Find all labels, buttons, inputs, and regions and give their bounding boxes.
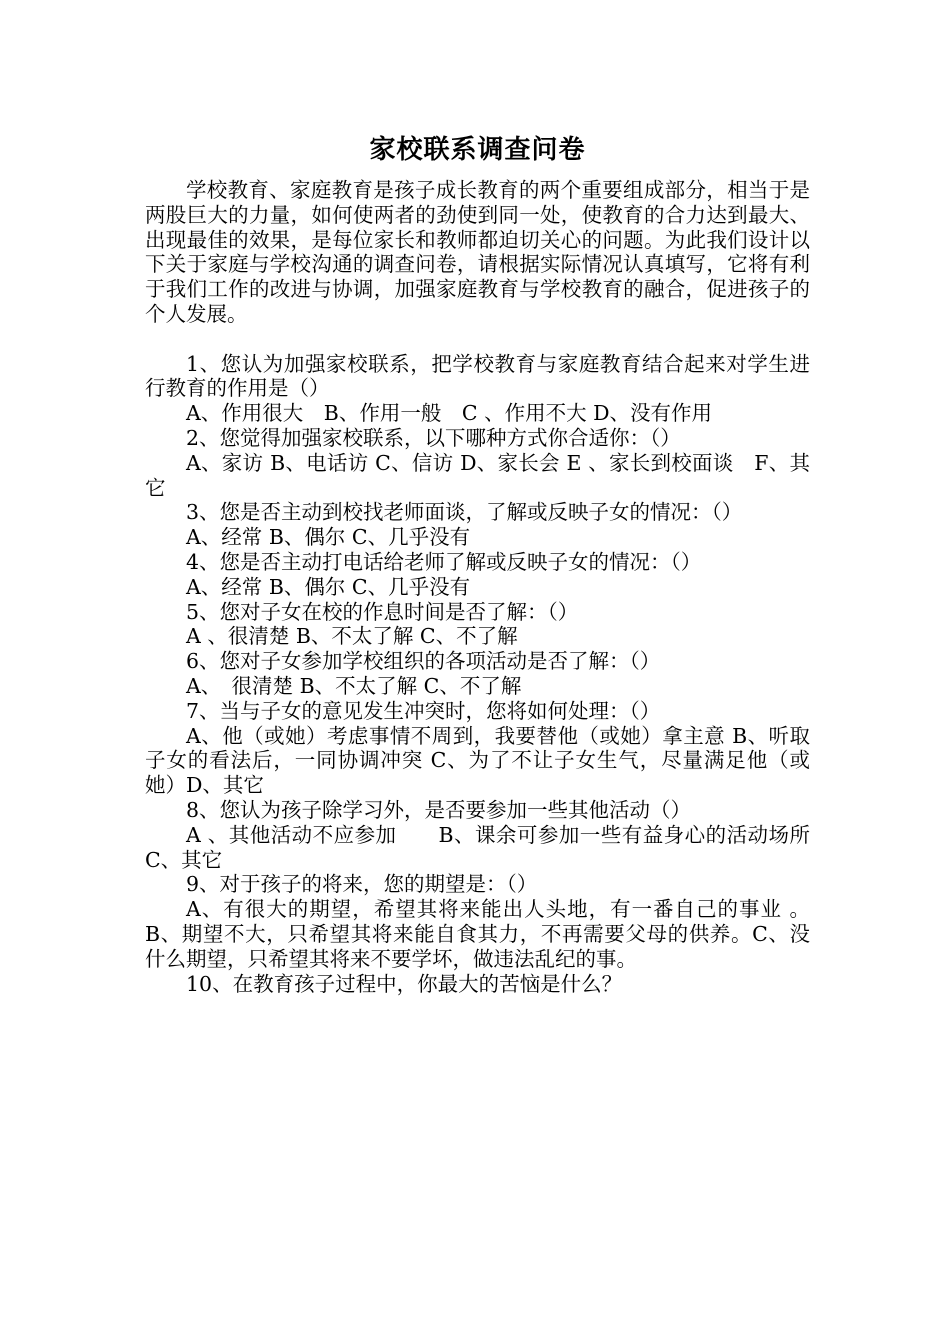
question-1: 1、您认为加强家校联系，把学校教育与家庭教育结合起来对学生进行教育的作用是（）	[145, 351, 810, 401]
page-title: 家校联系调查问卷	[369, 135, 586, 165]
question-2: 2、您觉得加强家校联系，以下哪种方式你合适你：（）	[186, 425, 681, 450]
question-8-options: A 、其他活动不应参加 B、课余可参加一些有益身心的活动场所 C、其它	[145, 822, 810, 872]
question-2-options: A、家访 B、电话访 C、信访 D、家长会 E 、家长到校面谈 F、其它	[145, 450, 810, 500]
question-8: 8、您认为孩子除学习外，是否要参加一些其他活动（）	[186, 797, 692, 822]
question-4: 4、您是否主动打电话给老师了解或反映子女的情况：（）	[186, 549, 702, 574]
question-6-options: A、 很清楚 B、不太了解 C、不了解	[186, 673, 522, 698]
question-5-options: A 、很清楚 B、不太了解 C、不了解	[186, 624, 518, 649]
document-page	[145, 128, 810, 996]
question-5: 5、您对子女在校的作息时间是否了解：（）	[186, 599, 579, 624]
question-7-options: A、他（或她）考虑事情不周到，我要替他（或她）拿主意 B、听取子女的看法后，一同协调冲突 C、为了不让子女生气，尽量满足他（或她）D、其它	[145, 723, 810, 798]
blank-line	[145, 327, 810, 352]
question-4-options: A、经常 B、偶尔 C、几乎没有	[186, 574, 471, 599]
question-7: 7、当与子女的意见发生冲突时，您将如何处理：（）	[186, 698, 661, 723]
question-9-options: A、有很大的期望，希望其将来能出人头地，有一番自己的事业 。B、期望不大，只希望其将来能自食其力，不再需要父母的供养。C、没什么期望，只希望其将来不要学坏，做违法乱纪的事。	[145, 897, 810, 971]
question-10: 10、在教育孩子过程中，你最大的苦恼是什么？	[186, 971, 623, 996]
question-3: 3、您是否主动到校找老师面谈，了解或反映子女的情况：（）	[186, 500, 743, 525]
question-9: 9、对于孩子的将来，您的期望是：（）	[186, 872, 538, 897]
intro-paragraph: 学校教育、家庭教育是孩子成长教育的两个重要组成部分，相当于是两股巨大的力量，如何使两者的劲使到同一处，使教育的合力达到最大、出现最佳的效果，是每位家长和教师都迫切关心的问题。为此我们设计以下关于家庭与学校沟通的调查问卷，请根据实际情况认真填写，它将有利于我们工作的改进与协调，加强家庭教育与学校教育的融合，促进孩子的个人发展。	[145, 178, 810, 326]
question-1-options: A、作用很大 B、作用一般 C 、作用不大 D、没有作用	[186, 401, 713, 426]
question-3-options: A、经常 B、偶尔 C、几乎没有	[186, 525, 471, 550]
question-6: 6、您对子女参加学校组织的各项活动是否了解：（）	[186, 649, 661, 674]
